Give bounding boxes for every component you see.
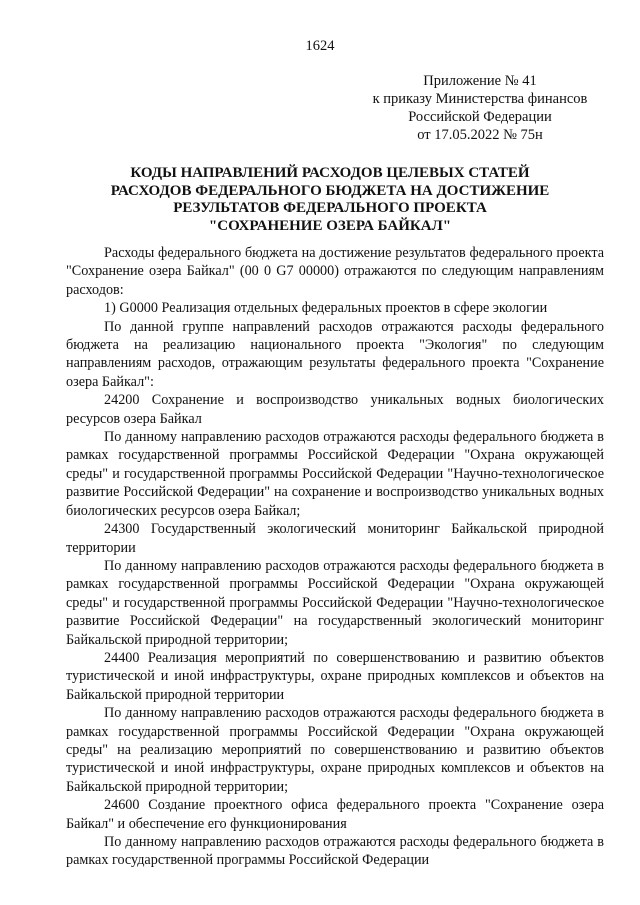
appendix-line: к приказу Министерства финансов bbox=[372, 91, 588, 107]
appendix-line: от 17.05.2022 № 75н bbox=[417, 127, 543, 143]
document-title bbox=[60, 165, 600, 235]
paragraph-code-24200-description: По данному направлению расходов отражаются расходы федерального бюджета в рамках государственной программы Российской Федерации "Охрана окружающей среды" и государственной программы Российской Федерации "Научно-технологическое развитие Российской Федерации" на сохранение и воспроизводство уникальных водных биологических ресурсов озера Байкал; bbox=[66, 429, 604, 519]
page-number: 1624 bbox=[305, 38, 335, 54]
title-line: КОДЫ НАПРАВЛЕНИЙ РАСХОДОВ ЦЕЛЕВЫХ СТАТЕЙ bbox=[130, 165, 530, 181]
paragraph-group-g0000: 1) G0000 Реализация отдельных федеральных проектов в сфере экологии bbox=[104, 300, 548, 317]
title-line: РАСХОДОВ ФЕДЕРАЛЬНОГО БЮДЖЕТА НА ДОСТИЖЕНИЕ bbox=[110, 182, 550, 199]
paragraph-code-24300: 24300 Государственный экологический мониторинг Байкальской природной территории bbox=[66, 521, 604, 556]
document-body bbox=[66, 244, 604, 870]
title-line: РЕЗУЛЬТАТОВ ФЕДЕРАЛЬНОГО ПРОЕКТА bbox=[173, 200, 487, 216]
paragraph-code-24600: 24600 Создание проектного офиса федерального проекта "Сохранение озера Байкал" и обеспечение его функционирования bbox=[66, 797, 604, 832]
title-line: "СОХРАНЕНИЕ ОЗЕРА БАЙКАЛ" bbox=[208, 217, 452, 234]
paragraph-code-24400: 24400 Реализация мероприятий по совершенствованию и развитию объектов туристической и иной инфраструктуры, охране природных комплексов и объектов на Байкальской природной территории bbox=[66, 649, 604, 703]
paragraph-code-24600-description: По данному направлению расходов отражаются расходы федерального бюджета в рамках государственной программы Российской Федерации bbox=[66, 834, 604, 869]
paragraph-code-24200: 24200 Сохранение и воспроизводство уникальных водных биологических ресурсов озера Байкал bbox=[66, 392, 604, 427]
paragraph-code-24400-description: По данному направлению расходов отражаются расходы федерального бюджета в рамках государственной программы Российской Федерации "Охрана окружающей среды" на реализацию мероприятий по совершенствованию и развитию объектов туристической и иной инфраструктуры, охране природных комплексов и объектов на Байкальской природной территории; bbox=[66, 705, 604, 795]
paragraph-group-description: По данной группе направлений расходов отражаются расходы федерального бюджета на реализацию национального проекта "Экология" по следующим направлениям расходов, отражающим результаты федерального проекта "Сохранение озера Байкал": bbox=[66, 318, 604, 390]
appendix-line: Приложение № 41 bbox=[423, 73, 537, 89]
appendix-header bbox=[330, 72, 630, 144]
paragraph-intro: Расходы федерального бюджета на достижение результатов федерального проекта "Сохранение озера Байкал" (00 0 G7 00000) отражаются по следующим направлениям расходов: bbox=[66, 245, 604, 298]
appendix-line: Российской Федерации bbox=[408, 109, 552, 125]
paragraph-code-24300-description: По данному направлению расходов отражаются расходы федерального бюджета в рамках государственной программы Российской Федерации "Охрана окружающей среды" и государственной программы Российской Федерации "Научно-технологическое развитие Российской Федерации" на государственный экологический мониторинг Байкальской природной территории; bbox=[66, 557, 604, 648]
